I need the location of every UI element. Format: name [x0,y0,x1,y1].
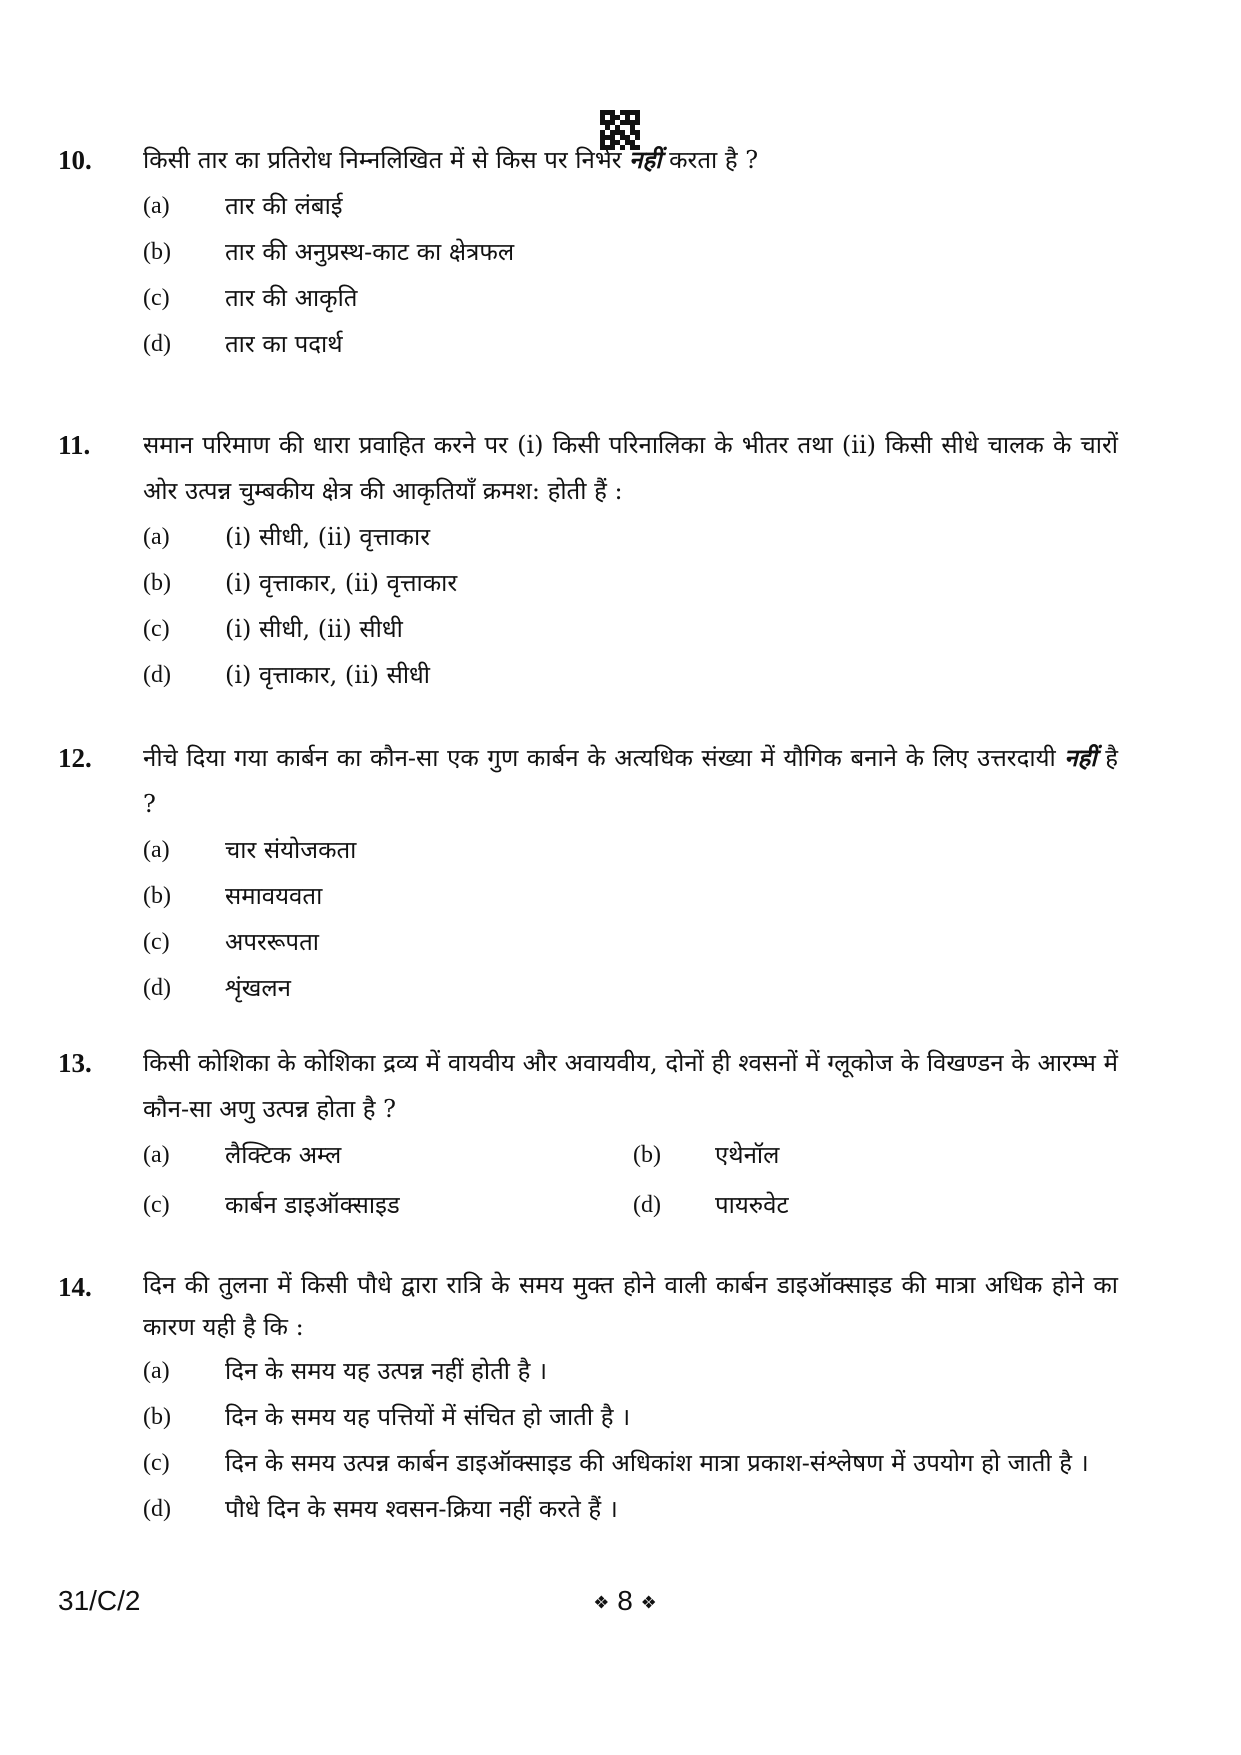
option-d: (d) तार का पदार्थ [143,330,343,358]
option-d: (d) शृंखलन [143,974,291,1002]
option-a: (a) लैक्टिक अम्ल [143,1141,342,1169]
option-b: (b) एथेनॉल [633,1141,780,1169]
question-text: किसी कोशिका के कोशिका द्रव्य में वायवीय और अवायवीय, दोनों ही श्वसनों में ग्लूकोज के विखण्डन के आरम्भ में कौन-सा अणु उत्पन्न होता है ? [143,1049,1118,1123]
option-c: (c) तार की आकृति [143,284,358,312]
question-10 [58,137,1118,367]
option-b: (b) (i) वृत्ताकार, (ii) वृत्ताकार [143,569,458,597]
option-c: (c) अपररूपता [143,928,319,956]
question-number: 12. [58,743,92,773]
option-d: (d) (i) वृत्ताकार, (ii) सीधी [143,661,431,689]
question-text: किसी तार का प्रतिरोध निम्नलिखित में से किस पर निर्भर नहीं करता है ? [143,145,759,174]
option-a: (a) दिन के समय यह उत्पन्न नहीं होती है । [143,1357,548,1385]
page-number [570,1584,680,1620]
option-c: (c) (i) सीधी, (ii) सीधी [143,615,403,643]
question-number: 14. [58,1272,92,1302]
emphasis-text: नहीं [629,145,662,174]
page-number-value: 8 [617,1585,633,1616]
ornament-right-icon: ❖ [640,1592,657,1613]
option-b: (b) तार की अनुप्रस्थ-काट का क्षेत्रफल [143,238,515,266]
option-d: (d) पौधे दिन के समय श्वसन-क्रिया नहीं करते हैं । [143,1495,618,1523]
question-12 [58,735,1118,1011]
question-number: 13. [58,1048,92,1078]
question-text: नीचे दिया गया कार्बन का कौन-सा एक गुण कार्बन के अत्यधिक संख्या में यौगिक बनाने के लिए उत्तरदायी नहीं है ? [143,743,1119,818]
question-text: समान परिमाण की धारा प्रवाहित करने पर (i) किसी परिनालिका के भीतर तथा (ii) किसी सीधे चालक के चारों ओर उत्पन्न चुम्बकीय क्षेत्र की आकृतियाँ क्रमश: होती हैं : [143,431,1118,505]
question-number: 10. [58,145,92,175]
option-b: (b) दिन के समय यह पत्तियों में संचित हो जाती है । [143,1403,631,1431]
question-text: दिन की तुलना में किसी पौधे द्वारा रात्रि के समय मुक्त होने वाली कार्बन डाइऑक्साइड की मात्रा अधिक होने का कारण यही है कि : [143,1271,1118,1341]
option-a: (a) तार की लंबाई [143,192,343,220]
ornament-left-icon: ❖ [593,1592,610,1613]
option-a: (a) चार संयोजकता [143,836,357,864]
option-a: (a) (i) सीधी, (ii) वृत्ताकार [143,523,431,551]
option-b: (b) समावयवता [143,882,323,910]
question-13 [58,1040,1118,1228]
emphasis-text: नहीं [1064,743,1097,772]
question-number: 11. [58,430,91,460]
option-c: (c) दिन के समय उत्पन्न कार्बन डाइऑक्साइड की अधिकांश मात्रा प्रकाश-संश्लेषण में उपयोग हो जाती है । [143,1449,1089,1477]
paper-code: 31/C/2 [58,1585,141,1616]
option-d: (d) पायरुवेट [633,1191,789,1219]
question-11 [58,422,1118,698]
question-14 [58,1264,1118,1532]
option-c: (c) कार्बन डाइऑक्साइड [143,1191,400,1219]
